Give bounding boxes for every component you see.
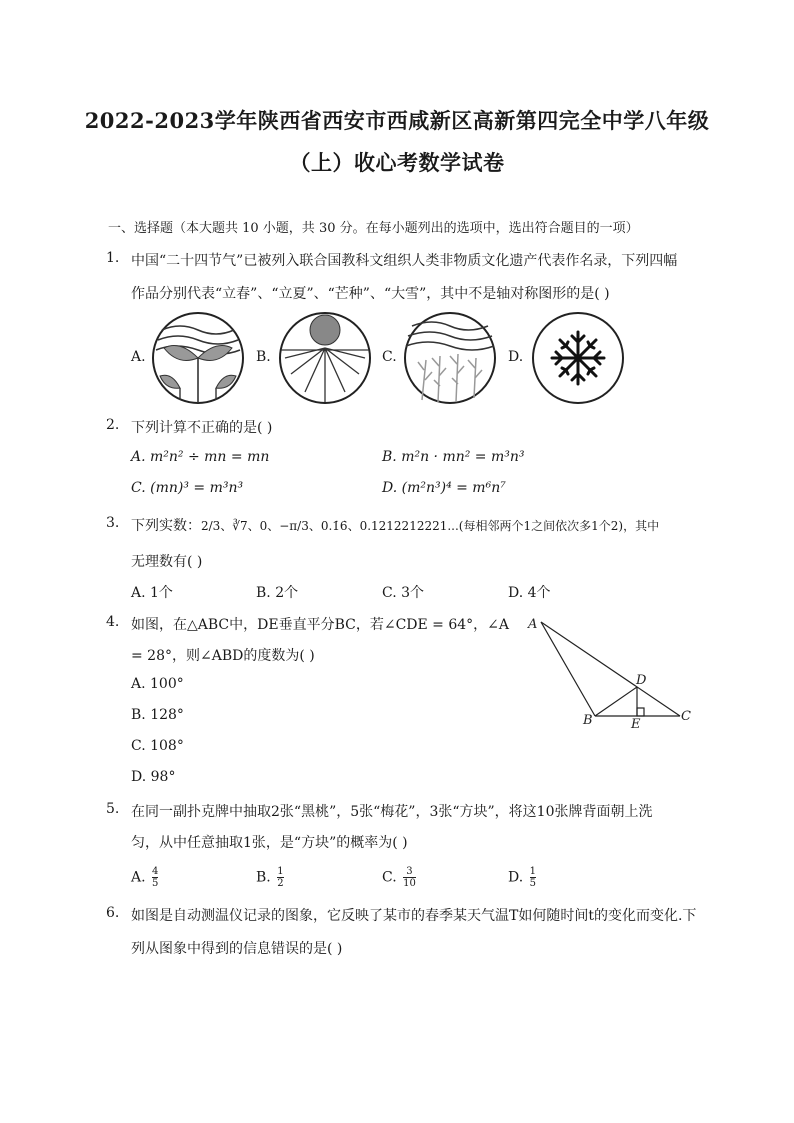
q5-d-num: 1 <box>529 866 537 877</box>
q4-option-c: C. 108° <box>131 738 184 754</box>
q2-option-b: B. m²n · mn² = m³n³ <box>382 449 525 465</box>
label-d: D <box>636 673 647 688</box>
q5-option-a-label: A. <box>131 869 146 886</box>
right-angle-mark <box>637 708 644 716</box>
q2-stem: 下列计算不正确的是( ) <box>131 420 273 436</box>
label-e: E <box>631 717 641 732</box>
q6-stem-line1: 如图是自动测温仪记录的图象，它反映了某市的春季某天气温T如何随时间t的变化而变化.下 <box>131 908 697 924</box>
q5-number: 5. <box>106 801 120 817</box>
q1-stem-line2: 作品分别代表“立春”、“立夏”、“芒种”、“大雪”，其中不是轴对称图形的是( ) <box>131 286 610 302</box>
q3-stem-line1 <box>131 515 659 535</box>
q3-option-b: B. 2个 <box>256 585 299 601</box>
q4-stem-line1: 如图，在△ABC中，DE垂直平分BC，若∠CDE = 64°，∠A <box>131 617 510 633</box>
triangle-figure <box>525 612 705 736</box>
segment-bd <box>595 687 637 716</box>
q3-stem-numbers: 2/3、∛7、0、−π/3、0.1̇6̇、0.1212212221...(每相邻两个1之间依次多1个2)，其中 <box>201 519 660 533</box>
label-c: C <box>681 709 691 724</box>
q1-number: 1. <box>106 250 120 266</box>
q5-option-d <box>508 866 538 889</box>
side-ac <box>541 622 680 716</box>
exam-title-line2: （上）收心考数学试卷 <box>289 150 505 175</box>
q5-option-d-fraction <box>530 866 536 889</box>
q2-option-d: D. (m²n³)⁴ = m⁶n⁷ <box>382 480 506 496</box>
q4-option-a: A. 100° <box>131 676 184 692</box>
q2-number: 2. <box>106 417 120 433</box>
q3-number: 3. <box>106 515 120 531</box>
q5-a-den: 5 <box>152 878 159 889</box>
q5-option-b <box>256 866 286 889</box>
q4-stem-line2: = 28°，则∠ABD的度数为( ) <box>131 648 315 664</box>
q5-d-den: 5 <box>529 878 537 889</box>
side-ab <box>541 622 595 716</box>
q5-option-a <box>131 866 160 889</box>
q3-option-a: A. 1个 <box>131 585 173 601</box>
q4-option-d: D. 98° <box>131 769 176 785</box>
q5-option-c-fraction <box>403 866 416 889</box>
q5-option-a-fraction <box>152 866 158 889</box>
label-a: A <box>528 617 538 632</box>
q1-option-b-label: B. <box>256 349 271 365</box>
q5-c-den: 10 <box>403 878 416 889</box>
q5-stem-line1: 在同一副扑克牌中抽取2张“黑桃”，5张“梅花”，3张“方块”，将这10张牌背面朝上洗 <box>131 804 653 820</box>
q5-b-num: 1 <box>277 866 284 877</box>
q5-option-d-label: D. <box>508 869 524 886</box>
q1-stem-line1: 中国“二十四节气”已被列入联合国教科文组织人类非物质文化遗产代表作名录，下列四幅 <box>131 253 678 269</box>
q5-c-num: 3 <box>406 866 413 877</box>
q1-option-c-label: C. <box>382 349 397 365</box>
mangzhong-figure <box>402 310 498 406</box>
section-heading: 一、选择题（本大题共 10 小题，共 30 分。在每小题列出的选项中，选出符合题目的一项） <box>108 221 639 236</box>
q3-option-d: D. 4个 <box>508 585 551 601</box>
q6-number: 6. <box>106 905 120 921</box>
q3-stem-line2: 无理数有( ) <box>131 554 203 570</box>
q5-a-num: 4 <box>152 866 159 877</box>
q3-option-c: C. 3个 <box>382 585 425 601</box>
q5-option-c-label: C. <box>382 869 397 886</box>
q5-stem-line2: 匀，从中任意抽取1张，是“方块”的概率为( ) <box>131 835 408 851</box>
q5-b-den: 2 <box>277 878 284 889</box>
q2-option-c: C. (mn)³ = m³n³ <box>131 480 244 496</box>
q5-option-b-fraction <box>277 866 283 889</box>
q1-option-d-label: D. <box>508 349 524 365</box>
q5-option-b-label: B. <box>256 869 271 886</box>
q3-stem-intro: 下列实数： <box>131 518 201 534</box>
q4-option-b: B. 128° <box>131 707 184 723</box>
lixia-figure <box>277 310 373 406</box>
exam-title-line1: 2022-2023学年陕西省西安市西咸新区高新第四完全中学八年级 <box>84 108 710 133</box>
q5-option-c <box>382 866 418 889</box>
q2-option-a: A. m²n² ÷ mn = mn <box>131 449 270 465</box>
q4-number: 4. <box>106 614 120 630</box>
daxue-figure <box>530 310 626 406</box>
lichun-figure <box>150 310 246 406</box>
q6-stem-line2: 列从图象中得到的信息错误的是( ) <box>131 941 343 957</box>
q1-option-a-label: A. <box>131 349 146 365</box>
label-b: B <box>583 713 593 728</box>
